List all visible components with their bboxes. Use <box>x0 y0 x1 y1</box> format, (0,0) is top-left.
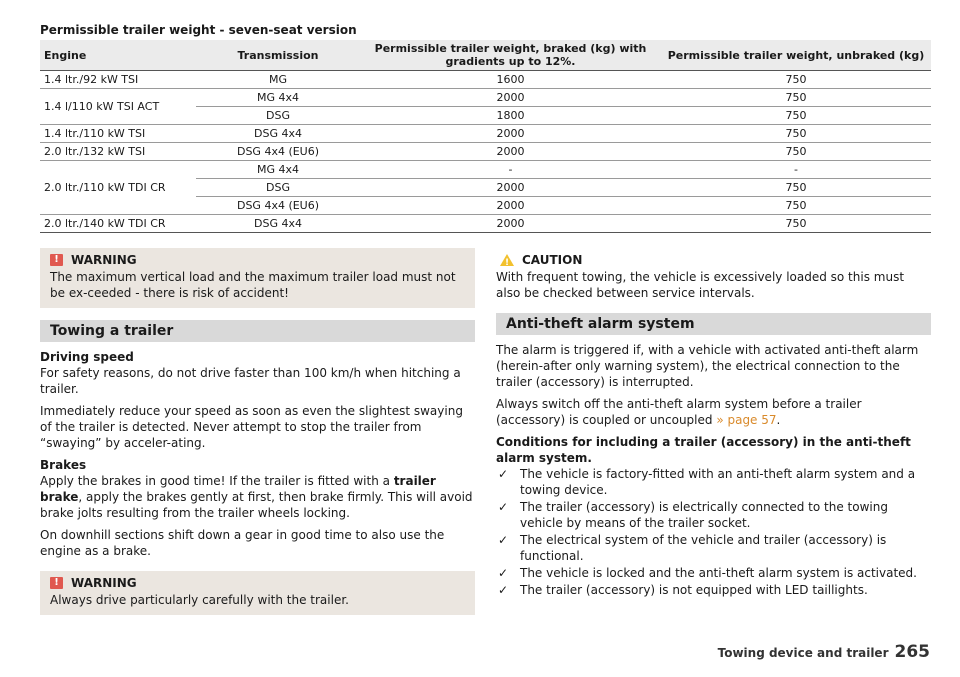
cell-transmission: DSG <box>196 107 360 125</box>
cell-engine: 1.4 ltr./92 kW TSI <box>40 71 196 89</box>
table-row <box>40 125 931 143</box>
page-57-link[interactable]: » page 57 <box>716 413 777 427</box>
warning-label: WARNING <box>71 253 137 267</box>
cell-transmission: DSG 4x4 <box>196 215 360 233</box>
check-icon: ✓ <box>498 566 509 580</box>
check-icon: ✓ <box>498 533 509 547</box>
warning-text: Always drive particularly carefully with the trailer. <box>50 593 349 607</box>
cell-transmission: MG 4x4 <box>196 161 360 179</box>
downhill-text: On downhill sections shift down a gear in good time to also use the engine as a brake. <box>40 528 445 558</box>
list-item: ✓ The trailer (accessory) is electrically connected to the towing vehicle by means of the trailer socket. <box>498 500 888 530</box>
header-engine: Engine <box>40 40 196 71</box>
cell-transmission: DSG <box>196 179 360 197</box>
cell-braked: 2000 <box>360 179 661 197</box>
caution-icon: ! <box>500 254 514 266</box>
check-icon: ✓ <box>498 467 509 481</box>
caution-text: With frequent towing, the vehicle is excessively loaded so this must also be checked between service intervals. <box>496 270 905 300</box>
cell-unbraked: 750 <box>661 71 931 89</box>
cell-unbraked: 750 <box>661 89 931 107</box>
cell-braked: - <box>360 161 661 179</box>
header-transmission: Transmission <box>196 40 360 71</box>
list-item: ✓ The vehicle is locked and the anti-theft alarm system is activated. <box>498 566 917 580</box>
table-row <box>40 89 931 107</box>
section-title-towing: Towing a trailer <box>40 320 475 342</box>
table-row <box>40 161 931 179</box>
header-unbraked: Permissible trailer weight, unbraked (kg) <box>661 40 931 71</box>
cell-transmission: MG 4x4 <box>196 89 360 107</box>
cell-unbraked: 750 <box>661 197 931 215</box>
cell-unbraked: 750 <box>661 143 931 161</box>
list-item: ✓ The electrical system of the vehicle and trailer (accessory) is functional. <box>498 533 887 563</box>
brakes-heading: Brakes <box>40 458 87 472</box>
alarm-text: The alarm is triggered if, with a vehicle with activated anti-theft alarm (herein-after only warning system), the electrical connection to the trailer (accessory) is interrupted. <box>496 343 919 389</box>
check-icon: ✓ <box>498 500 509 514</box>
cell-engine: 1.4 l/110 kW TSI ACT <box>40 89 196 125</box>
cell-transmission: MG <box>196 71 360 89</box>
section-title-alarm: Anti-theft alarm system <box>496 313 931 335</box>
table-title: Permissible trailer weight - seven-seat version <box>40 23 357 37</box>
table-row <box>40 143 931 161</box>
cell-engine: 2.0 ltr./140 kW TDI CR <box>40 215 196 233</box>
list-item: ✓ The vehicle is factory-fitted with an anti-theft alarm system and a towing device. <box>498 467 916 497</box>
list-item: ✓ The trailer (accessory) is not equipped with LED taillights. <box>498 583 868 597</box>
cell-transmission: DSG 4x4 (EU6) <box>196 143 360 161</box>
table-row <box>40 71 931 89</box>
cell-engine: 2.0 ltr./110 kW TDI CR <box>40 161 196 215</box>
caution-label: CAUTION <box>522 253 583 267</box>
cell-braked: 2000 <box>360 215 661 233</box>
cell-unbraked: 750 <box>661 179 931 197</box>
cell-braked: 2000 <box>360 89 661 107</box>
warning-text: The maximum vertical load and the maximum trailer load must not be ex-ceeded - there is risk of accident! <box>50 270 456 300</box>
cell-engine: 2.0 ltr./132 kW TSI <box>40 143 196 161</box>
cell-transmission: DSG 4x4 <box>196 125 360 143</box>
sway-text: Immediately reduce your speed as soon as even the slightest swaying of the trailer is detected. Never attempt to stop the trailer from “swaying” by acceler-ating. <box>40 404 463 450</box>
warning-box-load <box>40 248 475 308</box>
warning-box-drive <box>40 571 475 615</box>
cell-braked: 2000 <box>360 125 661 143</box>
check-icon: ✓ <box>498 583 509 597</box>
table-row <box>40 215 931 233</box>
cell-unbraked: 750 <box>661 107 931 125</box>
right-column <box>496 248 931 599</box>
footer-section: Towing device and trailer <box>717 646 889 660</box>
cell-unbraked: 750 <box>661 215 931 233</box>
cell-unbraked: - <box>661 161 931 179</box>
cell-unbraked: 750 <box>661 125 931 143</box>
conditions-list <box>496 466 931 598</box>
warning-label: WARNING <box>71 576 137 590</box>
header-braked: Permissible trailer weight, braked (kg) with gradients up to 12%. <box>360 40 661 71</box>
switch-off-text: Always switch off the anti-theft alarm system before a trailer (accessory) is coupled or uncoupled » page 57. <box>496 397 862 427</box>
cell-braked: 2000 <box>360 197 661 215</box>
trailer-weight-table <box>40 40 931 233</box>
brakes-text: Apply the brakes in good time! If the trailer is fitted with a trailer brake, apply the brakes gently at first, then brake firmly. This will avoid brake jolts resulting from the trailer wheels locking. <box>40 474 473 520</box>
cell-braked: 2000 <box>360 143 661 161</box>
trailer-brake-term: trailer brake <box>40 474 436 504</box>
conditions-heading: Conditions for including a trailer (accessory) in the anti-theft alarm system. <box>496 435 911 465</box>
cell-transmission: DSG 4x4 (EU6) <box>196 197 360 215</box>
cell-braked: 1600 <box>360 71 661 89</box>
caution-box <box>496 248 931 301</box>
cell-braked: 1800 <box>360 107 661 125</box>
page-number: 265 <box>894 642 930 662</box>
driving-speed-text: For safety reasons, do not drive faster than 100 km/h when hitching a trailer. <box>40 366 461 396</box>
warning-icon: ! <box>50 254 63 266</box>
driving-speed-heading: Driving speed <box>40 350 134 364</box>
warning-icon: ! <box>50 577 63 589</box>
cell-engine: 1.4 ltr./110 kW TSI <box>40 125 196 143</box>
left-column <box>40 248 475 615</box>
table-header-row <box>40 40 931 71</box>
page-footer <box>718 642 930 662</box>
